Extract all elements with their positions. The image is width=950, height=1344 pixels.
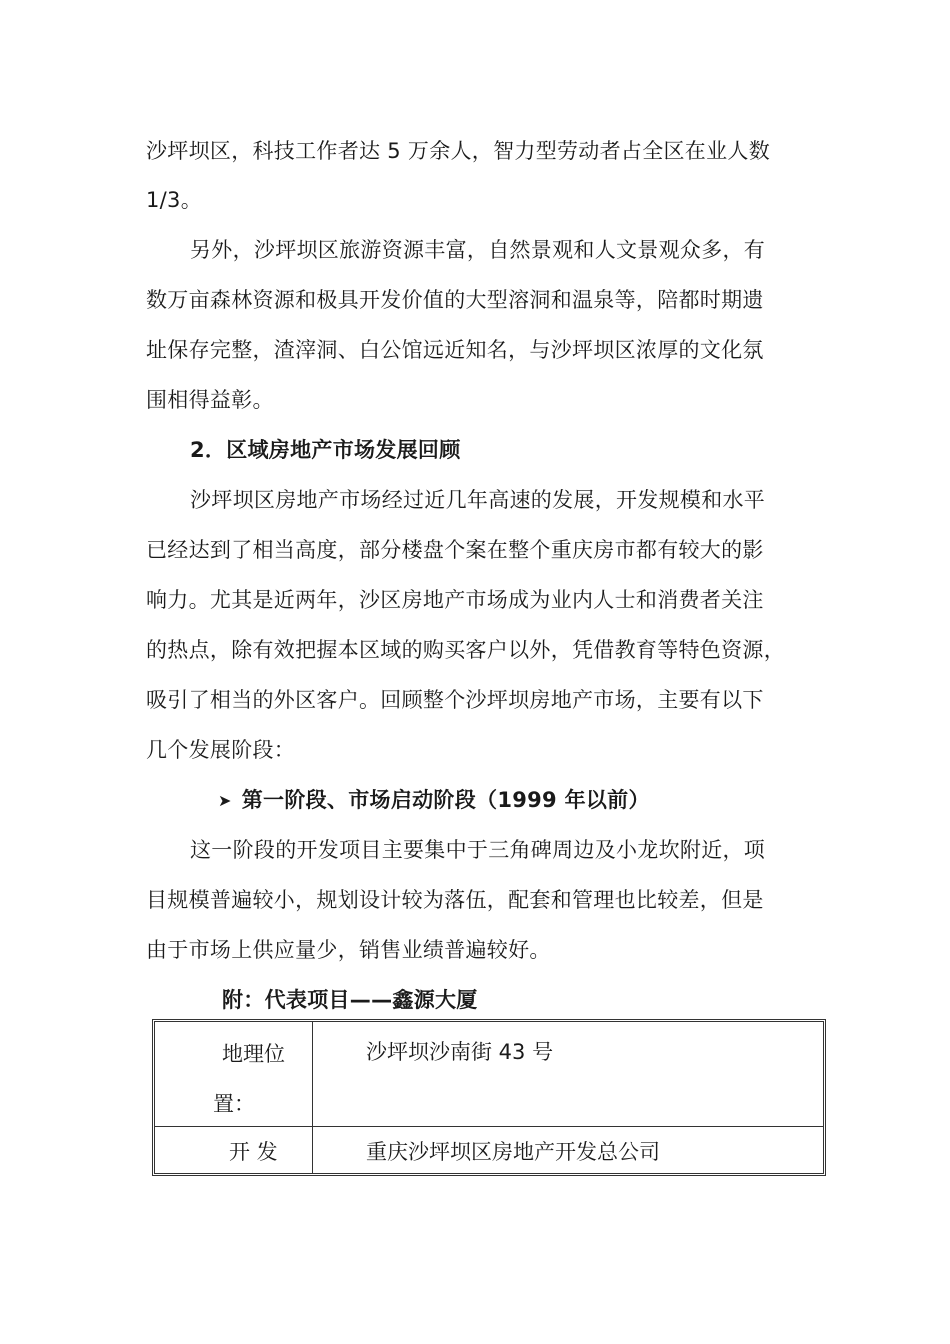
table-column-divider xyxy=(312,1022,313,1173)
section-heading: 2．区域房地产市场发展回顾 xyxy=(190,438,461,462)
location-label-line2: 置： xyxy=(213,1092,255,1116)
project-table xyxy=(152,1019,826,1176)
location-label-line1: 地理位 xyxy=(222,1042,285,1066)
developer-value: 重庆沙坪坝区房地产开发总公司 xyxy=(366,1140,660,1164)
paragraph-line: 沙坪坝区房地产市场经过近几年高速的发展，开发规模和水平 xyxy=(190,488,766,512)
paragraph-line: 址保存完整，渣滓洞、白公馆远近知名，与沙坪坝区浓厚的文化氛 xyxy=(146,338,764,362)
paragraph-line: 由于市场上供应量少，销售业绩普遍较好。 xyxy=(146,938,551,962)
paragraph-line: 围相得益彰。 xyxy=(146,388,274,412)
paragraph-line: 吸引了相当的外区客户。回顾整个沙坪坝房地产市场，主要有以下 xyxy=(146,688,764,712)
paragraph-line: 的热点，除有效把握本区域的购买客户以外，凭借教育等特色资源， xyxy=(146,638,785,662)
paragraph-line: 这一阶段的开发项目主要集中于三角碑周边及小龙坎附近，项 xyxy=(190,838,766,862)
paragraph-line: 几个发展阶段： xyxy=(146,738,296,762)
paragraph-line: 沙坪坝区，科技工作者达 5 万余人，智力型劳动者占全区在业人数 xyxy=(146,139,771,163)
location-value: 沙坪坝沙南街 43 号 xyxy=(366,1040,554,1064)
bullet-heading-text: 第一阶段、市场启动阶段（1999 年以前） xyxy=(241,788,650,812)
paragraph-line: 响力。尤其是近两年，沙区房地产市场成为业内人士和消费者关注 xyxy=(146,588,764,612)
paragraph-line: 目规模普遍较小，规划设计较为落伍，配套和管理也比较差，但是 xyxy=(146,888,764,912)
table-row-divider xyxy=(155,1126,823,1127)
paragraph-line: 另外，沙坪坝区旅游资源丰富，自然景观和人文景观众多，有 xyxy=(190,238,766,262)
paragraph-line: 数万亩森林资源和极具开发价值的大型溶洞和温泉等，陪都时期遗 xyxy=(146,288,764,312)
paragraph-line: 1/3。 xyxy=(146,188,202,212)
table-caption: 附：代表项目——鑫源大厦 xyxy=(222,988,478,1012)
paragraph-line: 已经达到了相当高度，部分楼盘个案在整个重庆房市都有较大的影 xyxy=(146,538,764,562)
developer-label: 开 发 xyxy=(229,1140,278,1164)
bullet-heading xyxy=(218,786,650,816)
arrow-bullet-icon: ➤ xyxy=(218,791,232,810)
